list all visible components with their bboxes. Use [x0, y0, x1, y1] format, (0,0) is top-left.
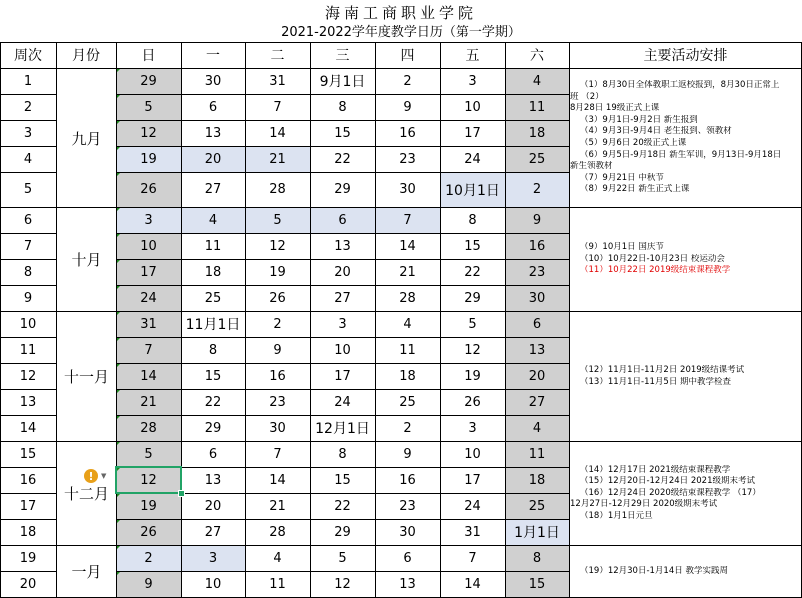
- grid-line: [440, 42, 441, 597]
- day-cell[interactable]: 30: [204, 73, 222, 89]
- grid-line: [0, 363, 56, 364]
- week-number-cell[interactable]: 3: [23, 125, 33, 141]
- day-cell[interactable]: 9月1日: [319, 74, 366, 90]
- activity-line: （11）10月22日 2019级结束课程教学: [580, 265, 731, 276]
- week-number-cell[interactable]: 2: [23, 99, 33, 115]
- day-cell[interactable]: 12: [334, 576, 351, 592]
- day-cell[interactable]: 13: [204, 125, 222, 141]
- day-cell[interactable]: 15: [334, 125, 351, 141]
- day-cell[interactable]: 5: [338, 550, 347, 566]
- day-cell[interactable]: 12: [464, 342, 481, 358]
- grid-line: [116, 172, 569, 173]
- grid-line: [116, 571, 569, 572]
- day-cell[interactable]: 26: [116, 519, 181, 545]
- week-number-cell[interactable]: 5: [23, 182, 33, 197]
- week-number-cell[interactable]: 14: [19, 420, 37, 436]
- grid-line: [116, 259, 569, 260]
- day-cell[interactable]: 2: [116, 545, 181, 571]
- grid-line: [0, 42, 802, 43]
- day-cell[interactable]: 23: [399, 151, 416, 167]
- day-cell[interactable]: 8: [505, 545, 569, 571]
- day-cell[interactable]: 6: [403, 550, 412, 566]
- week-number-cell[interactable]: 12: [19, 368, 37, 384]
- day-cell[interactable]: 30: [399, 182, 416, 197]
- day-cell[interactable]: 3: [116, 207, 181, 233]
- grid-line: [0, 68, 802, 69]
- grid-line: [0, 120, 56, 121]
- day-cell[interactable]: 15: [204, 368, 222, 384]
- grid-line: [0, 285, 56, 286]
- grid-line: [0, 311, 802, 312]
- activity-line: （12）11月1日-11月2日 2019级结课考试: [580, 364, 745, 375]
- day-cell[interactable]: 6: [505, 311, 569, 337]
- day-cell[interactable]: 7: [375, 207, 440, 233]
- day-cell[interactable]: 13: [334, 238, 351, 254]
- day-cell[interactable]: 31: [116, 311, 181, 337]
- week-number-cell[interactable]: 16: [19, 472, 37, 488]
- day-cell[interactable]: 15: [505, 571, 569, 597]
- day-cell[interactable]: 28: [116, 415, 181, 441]
- day-cell[interactable]: 24: [116, 285, 181, 311]
- week-number-cell[interactable]: 13: [19, 394, 37, 410]
- day-cell[interactable]: 26: [269, 290, 286, 306]
- column-header[interactable]: 日: [141, 48, 156, 64]
- day-cell[interactable]: 10月1日: [440, 172, 505, 207]
- day-cell[interactable]: 7: [468, 550, 477, 566]
- grid-line: [116, 337, 569, 338]
- school-title: 海南工商职业学院: [324, 4, 477, 22]
- month-cell[interactable]: 九月: [57, 69, 116, 207]
- grid-line: [245, 42, 246, 597]
- day-cell[interactable]: 23: [399, 498, 416, 514]
- activity-line: （19）12月30日-1月14日 教学实践周: [580, 565, 728, 576]
- day-cell[interactable]: 18: [505, 120, 569, 146]
- activity-line: （6）9月5日-9月18日 新生军训，9月13日-9月18日: [580, 149, 782, 160]
- week-number-cell[interactable]: 10: [19, 316, 37, 332]
- week-number-cell[interactable]: 7: [23, 238, 33, 254]
- day-cell[interactable]: 14: [399, 238, 416, 254]
- day-cell[interactable]: 28: [269, 182, 286, 197]
- grid-line: [0, 337, 56, 338]
- day-cell[interactable]: 27: [505, 389, 569, 415]
- day-cell[interactable]: 13: [399, 576, 416, 592]
- day-cell[interactable]: 3: [468, 73, 477, 89]
- grid-line: [0, 493, 56, 494]
- day-cell[interactable]: 31: [269, 73, 286, 89]
- day-cell[interactable]: 25: [399, 394, 416, 410]
- day-cell[interactable]: 22: [334, 498, 351, 514]
- grid-line: [0, 94, 56, 95]
- day-cell[interactable]: 2: [403, 420, 412, 436]
- day-cell[interactable]: 10: [334, 342, 351, 358]
- day-cell[interactable]: 29: [204, 420, 222, 436]
- day-cell[interactable]: 5: [468, 316, 477, 332]
- day-cell[interactable]: 17: [464, 472, 481, 488]
- column-header[interactable]: 六: [530, 48, 544, 64]
- day-cell[interactable]: 21: [269, 498, 286, 514]
- day-cell[interactable]: 9: [403, 99, 412, 115]
- day-cell[interactable]: 8: [338, 446, 347, 462]
- activity-line: 新生领教材: [570, 161, 613, 172]
- day-cell[interactable]: 29: [334, 182, 351, 197]
- grid-line: [569, 42, 570, 597]
- month-cell[interactable]: 十一月: [57, 312, 116, 441]
- day-cell[interactable]: 3: [181, 545, 245, 571]
- grid-line: [0, 571, 56, 572]
- day-cell[interactable]: 7: [273, 99, 282, 115]
- column-header[interactable]: 二: [270, 48, 285, 64]
- day-cell[interactable]: 2: [273, 316, 282, 332]
- grid-line: [116, 233, 569, 234]
- day-cell[interactable]: 1月1日: [505, 519, 569, 545]
- column-header[interactable]: 主要活动安排: [643, 48, 728, 64]
- day-cell[interactable]: 28: [269, 524, 286, 540]
- day-cell[interactable]: 12: [116, 467, 181, 493]
- activity-line: 班 （2）: [570, 91, 604, 102]
- day-cell[interactable]: 11: [399, 342, 416, 358]
- week-number-cell[interactable]: 4: [23, 151, 33, 167]
- day-cell[interactable]: 17: [116, 259, 181, 285]
- day-cell[interactable]: 12月1日: [315, 421, 370, 437]
- grid-line: [0, 467, 56, 468]
- week-number-cell[interactable]: 6: [23, 212, 33, 228]
- grid-line: [116, 389, 569, 390]
- day-cell[interactable]: 20: [505, 363, 569, 389]
- day-cell[interactable]: 18: [399, 368, 416, 384]
- day-cell[interactable]: 31: [464, 524, 481, 540]
- day-cell[interactable]: 17: [334, 368, 351, 384]
- activity-line: （18）1月1日元旦: [580, 510, 653, 521]
- activity-line: （1）8月30日全体教职工返校报到，8月30日正常上: [580, 80, 780, 91]
- day-cell[interactable]: 14: [269, 125, 286, 141]
- day-cell[interactable]: 11: [505, 441, 569, 467]
- day-cell[interactable]: 13: [505, 337, 569, 363]
- column-header[interactable]: 月份: [72, 48, 100, 64]
- day-cell[interactable]: 4: [273, 550, 282, 566]
- activity-line: 8月28日 19级正式上课: [570, 103, 660, 114]
- grid-line: [116, 42, 117, 597]
- day-cell[interactable]: 24: [334, 394, 351, 410]
- day-cell[interactable]: 21: [116, 389, 181, 415]
- day-cell[interactable]: 2: [505, 172, 569, 207]
- week-number-cell[interactable]: 19: [19, 550, 37, 566]
- day-cell[interactable]: 19: [116, 146, 181, 172]
- month-cell[interactable]: 十二月: [57, 442, 116, 545]
- day-cell[interactable]: 19: [269, 264, 286, 280]
- day-cell[interactable]: 23: [269, 394, 286, 410]
- day-cell[interactable]: 9: [273, 342, 282, 358]
- grid-line: [375, 42, 376, 597]
- activity-line: （9）10月1日 国庆节: [580, 242, 664, 253]
- day-cell[interactable]: 7: [116, 337, 181, 363]
- week-number-cell[interactable]: 17: [19, 498, 37, 514]
- grid-line: [116, 467, 569, 468]
- week-number-cell[interactable]: 9: [23, 290, 33, 306]
- day-cell[interactable]: 4: [181, 207, 245, 233]
- activity-line: （4）9月3日-9月4日 老生报到、领教材: [580, 126, 732, 137]
- day-cell[interactable]: 16: [505, 233, 569, 259]
- day-cell[interactable]: 8: [208, 342, 218, 358]
- day-cell[interactable]: 14: [269, 472, 286, 488]
- day-cell[interactable]: 12: [269, 238, 286, 254]
- day-cell[interactable]: 3: [468, 420, 477, 436]
- day-cell[interactable]: 30: [269, 420, 286, 436]
- day-cell[interactable]: 8: [468, 212, 477, 228]
- day-cell[interactable]: 27: [334, 290, 351, 306]
- day-cell[interactable]: 30: [505, 285, 569, 311]
- grid-line: [116, 285, 569, 286]
- day-cell[interactable]: 26: [116, 172, 181, 207]
- day-cell[interactable]: 5: [116, 94, 181, 120]
- day-cell[interactable]: 4: [505, 68, 569, 94]
- day-cell[interactable]: 10: [464, 446, 481, 462]
- day-cell[interactable]: 26: [464, 394, 481, 410]
- week-number-cell[interactable]: 8: [23, 264, 33, 280]
- day-cell[interactable]: 29: [334, 524, 351, 540]
- grid-line: [181, 42, 182, 597]
- day-cell[interactable]: 11: [269, 576, 286, 592]
- grid-line: [0, 545, 802, 546]
- day-cell[interactable]: 21: [399, 264, 416, 280]
- grid-line: [116, 363, 569, 364]
- day-cell[interactable]: 23: [505, 259, 569, 285]
- day-cell[interactable]: 16: [399, 125, 416, 141]
- day-cell[interactable]: 21: [245, 146, 310, 172]
- day-cell[interactable]: 29: [464, 290, 481, 306]
- grid-line: [0, 172, 56, 173]
- day-cell[interactable]: 13: [204, 472, 222, 488]
- day-cell[interactable]: 10: [116, 233, 181, 259]
- fill-handle[interactable]: [178, 490, 185, 497]
- day-cell[interactable]: 18: [204, 264, 222, 280]
- week-number-cell[interactable]: 15: [19, 446, 37, 462]
- day-cell[interactable]: 27: [204, 524, 222, 540]
- month-cell[interactable]: 十月: [57, 208, 116, 311]
- day-cell[interactable]: 10: [464, 99, 481, 115]
- activity-line: 12月27日-12月29日 2020级期末考试: [570, 499, 718, 510]
- day-cell[interactable]: 14: [464, 576, 481, 592]
- selected-cell-outline[interactable]: [115, 466, 182, 494]
- grid-line: [310, 42, 311, 597]
- grid-line: [0, 42, 1, 597]
- grid-line: [0, 146, 56, 147]
- calendar-title: 2021-2022学年度教学日历（第一学期）: [281, 25, 521, 40]
- activity-notes[interactable]: [570, 208, 802, 311]
- activity-line: （13）11月1日-11月5日 期中教学检查: [580, 376, 732, 387]
- day-cell[interactable]: 16: [399, 472, 416, 488]
- day-cell[interactable]: 11月1日: [185, 317, 241, 333]
- activity-notes[interactable]: [570, 312, 802, 441]
- day-cell[interactable]: 14: [116, 363, 181, 389]
- grid-line: [0, 519, 56, 520]
- day-cell[interactable]: 24: [464, 151, 481, 167]
- day-cell[interactable]: 12: [116, 120, 181, 146]
- day-cell[interactable]: 28: [399, 290, 416, 306]
- day-cell[interactable]: 2: [403, 73, 412, 89]
- day-cell[interactable]: 15: [464, 238, 481, 254]
- day-cell[interactable]: 22: [464, 264, 481, 280]
- activity-notes[interactable]: [570, 546, 802, 597]
- day-cell[interactable]: 7: [273, 446, 282, 462]
- day-cell[interactable]: 25: [204, 290, 222, 306]
- day-cell[interactable]: 4: [403, 316, 412, 332]
- day-cell[interactable]: 17: [464, 125, 481, 141]
- day-cell[interactable]: 9: [505, 207, 569, 233]
- activity-line: （16）12月24日 2020级结束课程教学 （17）: [580, 487, 761, 498]
- grid-line: [505, 42, 506, 597]
- grid-line: [116, 94, 569, 95]
- day-cell[interactable]: 27: [204, 182, 222, 197]
- day-cell[interactable]: 6: [310, 207, 375, 233]
- day-cell[interactable]: 25: [505, 493, 569, 519]
- activity-line: （14）12月17日 2021级结束课程教学: [580, 464, 731, 475]
- day-cell[interactable]: 24: [464, 498, 481, 514]
- day-cell[interactable]: 29: [116, 68, 181, 94]
- activity-line: （15）12月20日-12月24日 2021级期末考试: [580, 476, 755, 487]
- week-number-cell[interactable]: 20: [19, 576, 37, 592]
- week-number-cell[interactable]: 18: [19, 524, 37, 540]
- day-cell[interactable]: 30: [399, 524, 416, 540]
- day-cell[interactable]: 9: [116, 571, 181, 597]
- grid-line: [116, 415, 569, 416]
- activity-line: （5）9月6日 20级正式上课: [580, 138, 687, 148]
- day-cell[interactable]: 5: [116, 441, 181, 467]
- day-cell[interactable]: 18: [505, 467, 569, 493]
- grid-line: [0, 259, 56, 260]
- grid-line: [116, 120, 569, 121]
- grid-line: [0, 415, 56, 416]
- day-cell[interactable]: 22: [334, 151, 351, 167]
- day-cell[interactable]: 10: [204, 576, 222, 592]
- column-header[interactable]: 周次: [14, 48, 42, 64]
- day-cell[interactable]: 25: [505, 146, 569, 172]
- activity-notes[interactable]: [570, 69, 802, 207]
- column-header[interactable]: 五: [465, 48, 480, 64]
- week-number-cell[interactable]: 1: [23, 73, 33, 89]
- warning-dropdown-icon[interactable]: ▼: [101, 472, 107, 480]
- day-cell[interactable]: 5: [245, 207, 310, 233]
- activity-line: （10）10月22日-10月23日 校运动会: [580, 253, 725, 264]
- day-cell[interactable]: 11: [204, 238, 222, 254]
- grid-line: [0, 389, 56, 390]
- column-header[interactable]: 四: [400, 48, 415, 64]
- day-cell[interactable]: 3: [338, 316, 347, 332]
- week-number-cell[interactable]: 11: [19, 342, 37, 358]
- day-cell[interactable]: 19: [116, 493, 181, 519]
- month-cell[interactable]: 一月: [57, 546, 116, 597]
- activity-notes[interactable]: [570, 442, 802, 545]
- day-cell[interactable]: 6: [208, 446, 218, 462]
- day-cell[interactable]: 4: [505, 415, 569, 441]
- day-cell[interactable]: 16: [269, 368, 286, 384]
- day-cell[interactable]: 11: [505, 94, 569, 120]
- grid-line: [56, 42, 57, 597]
- day-cell[interactable]: 19: [464, 368, 481, 384]
- grid-line: [116, 519, 569, 520]
- day-cell[interactable]: 20: [181, 146, 245, 172]
- day-cell[interactable]: 20: [204, 498, 222, 514]
- day-cell[interactable]: 20: [334, 264, 351, 280]
- grid-line: [0, 233, 56, 234]
- activity-line: （3）9月1日-9月2日 新生报到: [580, 114, 698, 125]
- day-cell[interactable]: 6: [208, 99, 218, 115]
- grid-line: [116, 146, 569, 147]
- column-header[interactable]: 一: [206, 48, 220, 64]
- activity-line: （8）9月22日 新生正式上课: [580, 184, 690, 195]
- activity-line: （7）9月21日 中秋节: [580, 172, 664, 183]
- warning-icon[interactable]: !: [84, 469, 98, 483]
- day-cell[interactable]: 9: [403, 446, 412, 462]
- day-cell[interactable]: 15: [334, 472, 351, 488]
- day-cell[interactable]: 8: [338, 99, 347, 115]
- day-cell[interactable]: 22: [204, 394, 222, 410]
- grid-line: [0, 441, 802, 442]
- grid-line: [0, 207, 802, 208]
- column-header[interactable]: 三: [335, 48, 350, 64]
